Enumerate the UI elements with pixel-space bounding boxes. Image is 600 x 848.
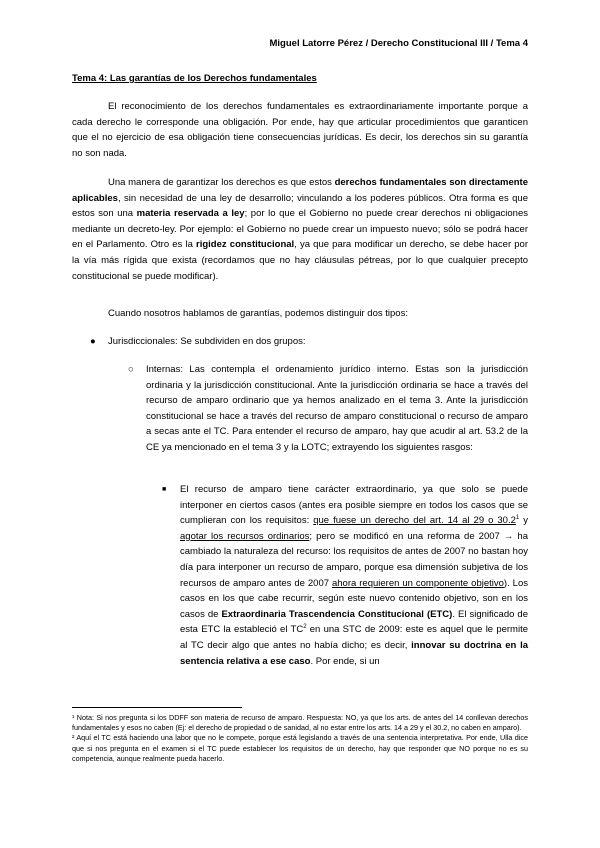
b3-underline-requirement: que fuese un derecho del art. 14 al 29 o 30.2	[313, 515, 516, 527]
guarantees-paragraph	[72, 175, 528, 284]
b3-text-j: en una STC de 2009: este es aquel que le permite al TC decir algo que antes no había dicho; es decir,	[180, 624, 528, 651]
footnote-separator	[72, 707, 242, 708]
b3-underline-objective: ahora requieren un componente objetivo	[331, 577, 504, 589]
footnote-ref-1: 1	[515, 515, 520, 522]
p2-text-e: ; por lo que el Gobierno no puede crear derechos ni obligaciones mediante un decreto-ley. Por ejemplo: el Gobierno no puede crear un impuesto nuevo; sólo se podrá hacer en el Parlamento. Otro es la	[72, 208, 528, 251]
p2-text-g: , ya que para modificar un derecho, se debe hacer por la vía más rígida que exista (recordamos que no hay cláusulas pétreas, por lo que cualquier precepto constitucional se puede modificar).	[72, 239, 529, 282]
square-bullet-icon: ■	[162, 486, 167, 493]
bullet-jurisdiccionales-text: Jurisdiccionales: Se subdividen en dos grupos:	[108, 336, 306, 347]
b3-text-l: . Por ende, si un	[310, 655, 380, 667]
bullet-internas	[128, 362, 528, 456]
b3-text-g: ). Los casos en los que cabe recurrir, según este nuevo contenido objetivo, son en los casos de	[180, 577, 528, 620]
document-title: Tema 4: Las garantías de los Derechos fundamentales	[72, 73, 317, 84]
b3-text-e: ; pero se modificó en una reforma de 2007 → ha cambiado la naturaleza del recurso: los requisitos de antes de 2007 no bastan hoy día para interponer un recurso de amparo, porque esa dimensión subjetiva de los recursos de amparo antes de 2007	[180, 530, 528, 589]
hollow-circle-bullet-icon: ○	[128, 364, 134, 375]
b3-bold-etc: Extraordinaria Trascendencia Constitucional (ETC)	[221, 608, 453, 620]
b3-text-a: El recurso de amparo tiene carácter extraordinario, ya que solo se puede interponer en ciertos casos (antes era posible siempre en todos los casos que se cumplieran con los requisitos:	[180, 484, 528, 527]
bullet-internas-text: Internas: Las contempla el ordenamiento jurídico interno. Estas son la jurisdicción ordinaria y la jurisdicción constitucional. Ante la jurisdicción ordinaria se hace a través del recurso de amparo ordinario que ya hemos analizado en el tema 3. Ante la jurisdicción constitucional se hace a través del recurso de amparo constitucional o recurso de amparo a secas ante el TC. Para entender el recurso de amparo, hay que acudir al art. 53.2 de la CE ya mencionado en el tema 3 y la LOTC; extrayendo los siguientes rasgos:	[146, 364, 528, 453]
p2-text-a: Una manera de garantizar los derechos es que estos	[108, 177, 335, 188]
footnote-2: ² Aquí el TC está haciendo una labor que no le compete, porque está legislando a través de una sentencia interpretativa. Por ende, Ulla dice que si nos pregunta en el examen si el TC puede establecer los requisitos de un derecho, hay que responder que NO porque no es su competencia, aunque realmente pueda hacerlo.	[72, 733, 528, 763]
running-header: Miguel Latorre Pérez / Derecho Constitucional III / Tema 4	[269, 38, 528, 49]
b3-text-i: . El significado de esta ETC la estableció el TC	[180, 608, 528, 636]
footnote-1: ¹ Nota: Si nos pregunta si los DDFF son materia de recurso de amparo. Respuesta: NO, ya que los arts. de antes del 14 conllevan derechos fundamentales y esos no caben (Ej: el derecho de propiedad o de sanidad, al no estar entre los arts. 14 a 29 y el 30.2, no caben en amparo).	[72, 713, 528, 733]
p2-bold-reserved-law: materia reservada a ley	[136, 208, 245, 220]
types-intro-paragraph: Cuando nosotros hablamos de garantías, podemos distinguir dos tipos:	[108, 308, 408, 319]
p2-bold-rigidity: rigidez constitucional	[196, 239, 295, 251]
footnotes	[72, 713, 528, 764]
b3-underline-exhaust: agotar los recursos ordinarios	[180, 530, 310, 542]
footnote-ref-2: 2	[303, 624, 307, 631]
b3-bold-innovate: innovar su doctrina en la sentencia relativa a ese caso	[180, 639, 528, 667]
p2-bold-directly-applicable: derechos fundamentales son directamente aplicables	[72, 177, 528, 204]
filled-circle-bullet-icon: ●	[90, 336, 96, 347]
p2-text-c: , sin necesidad de una ley de desarrollo; vinculando a los poderes públicos. Otra forma es que estos son una	[72, 192, 528, 220]
bullet-recurso-amparo	[162, 482, 528, 669]
intro-paragraph: El reconocimiento de los derechos fundamentales es extraordinariamente importante porque a cada derecho le corresponde una obligación. Por ende, hay que articular procedimientos que garanticen que el no ejercicio de esa obligación tiene consecuencias jurídicas. Es decir, los derechos sin su garantía no son nada.	[72, 101, 528, 159]
b3-text-c: y	[519, 515, 528, 527]
bullet-recurso-amparo-text	[180, 482, 528, 669]
